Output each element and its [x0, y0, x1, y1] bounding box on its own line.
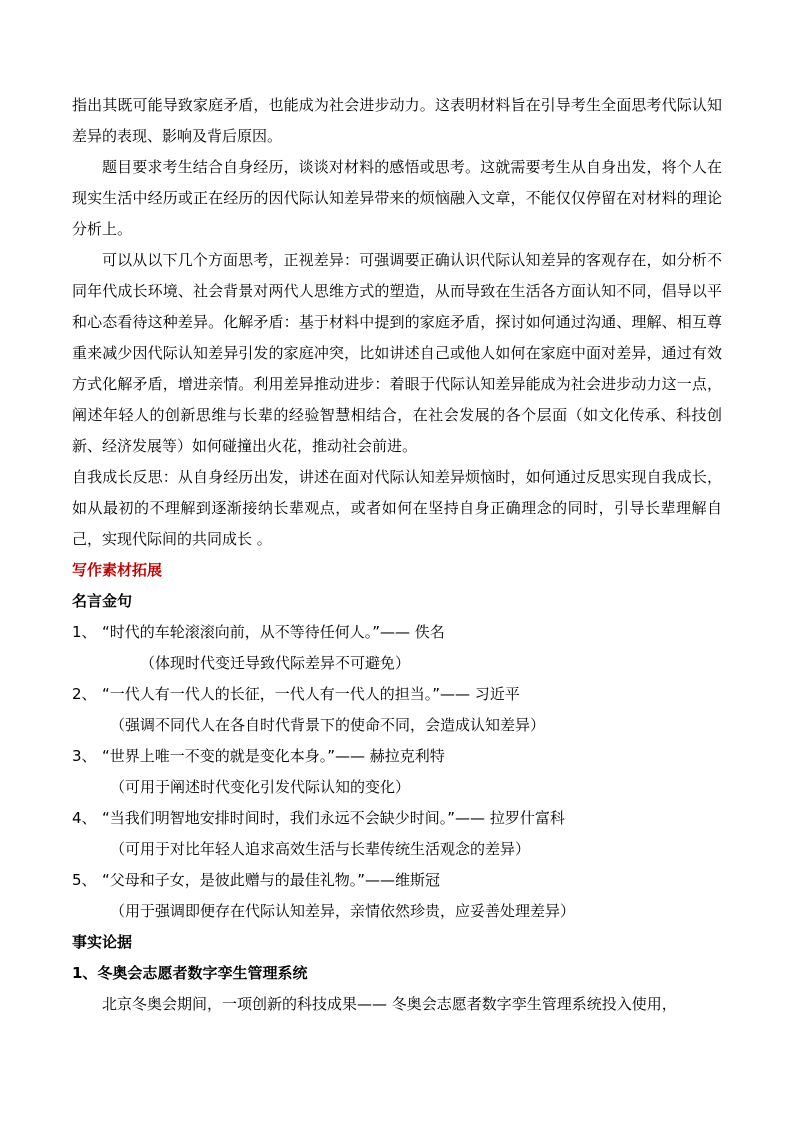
heading-famous-quotes: 名言金句 — [72, 592, 133, 610]
paragraph-analysis-end: 指出其既可能导致家庭矛盾，也能成为社会进步动力。这表明材料旨在引导考生全面思考代际认知差异的表现、影响及背后原因。 — [72, 96, 722, 145]
quote-note: （用于强调即便存在代际认知差异，亲情依然珍贵，应妥善处理差异） — [110, 902, 576, 920]
quote-number: 5、 — [72, 871, 97, 889]
quote-number: 2、 — [72, 685, 97, 703]
quote-text: “时代的车轮滚滚向前，从不等待任何人。”—— 佚名 — [102, 623, 445, 641]
quote-text: “一代人有一代人的长征，一代人有一代人的担当。”—— 习近平 — [102, 685, 520, 703]
paragraph-requirement: 题目要求考生结合自身经历，谈谈对材料的感悟或思考。这就需要考生从自身出发，将个人在现实生活中经历或正在经历的因代际认知差异带来的烦恼融入文章，不能仅仅停留在对材料的理论分析上。 — [72, 158, 722, 238]
quote-item — [72, 617, 722, 648]
fact-paragraph: 北京冬奥会期间，一项创新的科技成果—— 冬奥会志愿者数字孪生管理系统投入使用， — [102, 995, 677, 1013]
quote-number: 3、 — [72, 747, 97, 765]
quote-item — [72, 865, 722, 896]
quote-text: “父母和子女，是彼此赠与的最佳礼物。”——维斯冠 — [102, 871, 441, 889]
quote-text: “当我们明智地安排时间时，我们永远不会缺少时间。”—— 拉罗什富科 — [102, 809, 565, 827]
quote-item — [72, 741, 722, 772]
quote-note: （可用于阐述时代变化引发代际认知的变化） — [110, 778, 411, 796]
heading-facts: 事实论据 — [72, 933, 133, 951]
quote-note: （体现时代变迁导致代际差异不可避免） — [140, 654, 411, 672]
fact-title: 1、冬奥会志愿者数字孪生管理系统 — [72, 964, 308, 982]
quote-number: 1、 — [72, 623, 97, 641]
document-page — [72, 90, 722, 1020]
quote-number: 4、 — [72, 809, 97, 827]
quote-text: “世界上唯一不变的就是变化本身。”—— 赫拉克利特 — [102, 747, 445, 765]
quote-list — [72, 617, 722, 927]
quote-note: （强调不同代人在各自时代背景下的使命不同，会造成认知差异） — [110, 716, 546, 734]
quote-item — [72, 803, 722, 834]
paragraph-approaches: 可以从以下几个方面思考，正视差异：可强调要正确认识代际认知差异的客观存在，如分析不同年代成长环境、社会背景对两代人思维方式的塑造，从而导致在生活各方面认知不同，倡导以平和心态看待这种差异。化解矛盾：基于材料中提到的家庭矛盾，探讨如何通过沟通、理解、相互尊重来减少因代际认知差异引发的家庭冲突，比如讲述自己或他人如何在家庭中面对差异，通过有效方式化解矛盾，增进亲情。利用差异推动进步：着眼于代际认知差异能成为社会进步动力这一点，阐述年轻人的创新思维与长辈的经验智慧相结合，在社会发展的各个层面（如文化传承、科技创新、经济发展等）如何碰撞出火花，推动社会前进。 — [72, 251, 722, 455]
quote-item — [72, 679, 722, 710]
quote-note: （可用于对比年轻人追求高效生活与长辈传统生活观念的差异） — [110, 840, 531, 858]
section-title-writing-material: 写作素材拓展 — [72, 561, 163, 579]
paragraph-self-reflection: 自我成长反思：从自身经历出发，讲述在面对代际认知差异烦恼时，如何通过反思实现自我成长，如从最初的不理解到逐渐接纳长辈观点，或者如何在坚持自身正确理念的同时，引导长辈理解自己，实现代际间的共同成长 。 — [72, 468, 722, 548]
